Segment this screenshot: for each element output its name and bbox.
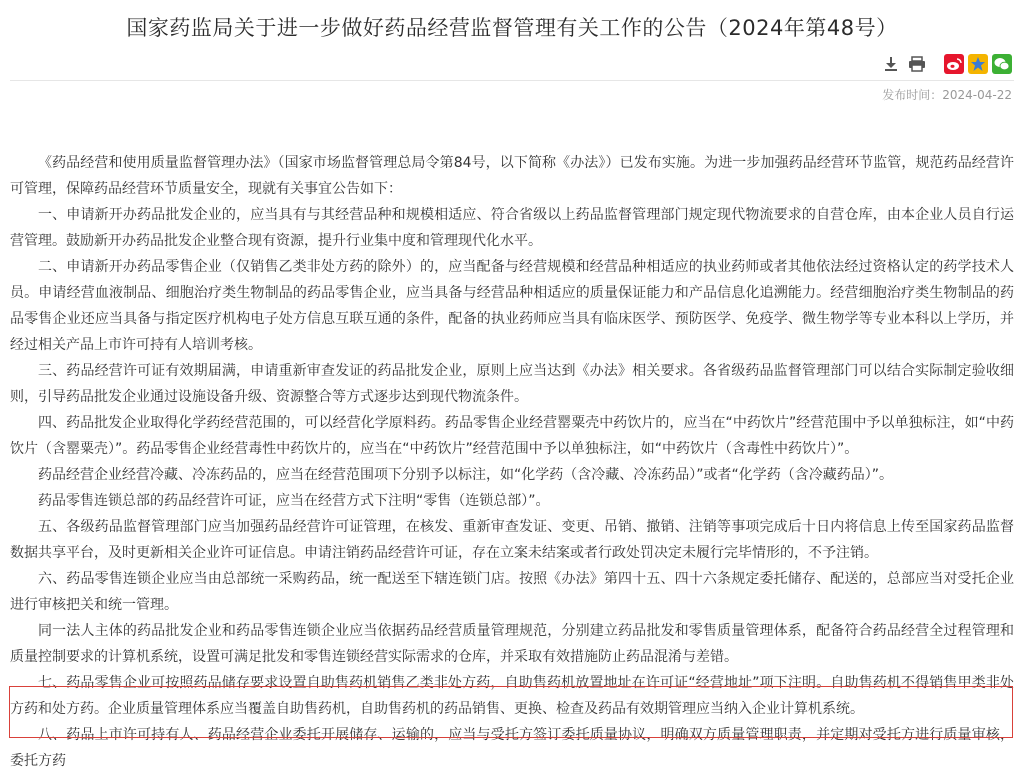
wechat-share-icon[interactable]: [992, 54, 1012, 74]
article-paragraph: 六、药品零售连锁企业应当由总部统一采购药品，统一配送至下辖连锁门店。按照《办法》第四十五、四十六条规定委托储存、配送的，总部应当对受托企业进行审核把关和统一管理。: [10, 571, 1014, 613]
download-icon[interactable]: [880, 53, 902, 75]
article-body: [10, 150, 1014, 769]
publish-date-value: 2024-04-22: [942, 88, 1012, 102]
article-paragraph: 药品经营企业经营冷藏、冷冻药品的，应当在经营范围项下分别予以标注，如“化学药（含冷藏、冷冻药品）”或者“化学药（含冷藏药品）”。: [38, 467, 894, 483]
article-paragraph: 药品零售连锁总部的药品经营许可证，应当在经营方式下注明“零售（连锁总部）”。: [38, 493, 550, 509]
article-paragraph: 四、药品批发企业取得化学药经营范围的，可以经营化学原料药。药品零售企业经营罂粟壳中药饮片的，应当在“中药饮片”经营范围中予以单独标注，如“中药饮片（含罂粟壳）”。药品零售企业经营毒性中药饮片的，应当在“中药饮片”经营范围中予以单独标注，如“中药饮片（含毒性中药饮片）”。: [10, 415, 1014, 457]
print-icon[interactable]: [906, 53, 928, 75]
article-paragraph: 一、申请新开办药品批发企业的，应当具有与其经营品种和规模相适应、符合省级以上药品监督管理部门规定现代物流要求的自营仓库，由本企业人员自行运营管理。鼓励新开办药品批发企业整合现有资源，提升行业集中度和管理现代化水平。: [10, 207, 1014, 249]
article-paragraph: 五、各级药品监督管理部门应当加强药品经营许可证管理，在核发、重新审查发证、变更、吊销、撤销、注销等事项完成后十日内将信息上传至国家药品监督数据共享平台，及时更新相关企业许可证信息。申请注销药品经营许可证，存在立案未结案或者行政处罚决定未履行完毕情形的，不予注销。: [10, 519, 1014, 561]
title-divider: [10, 80, 1014, 81]
article-paragraph: 二、申请新开办药品零售企业（仅销售乙类非处方药的除外）的，应当配备与经营规模和经营品种相适应的执业药师或者其他依法经过资格认定的药学技术人员。申请经营血液制品、细胞治疗类生物制品的药品零售企业，应当具备与经营品种相适应的质量保证能力和产品信息化追溯能力。经营细胞治疗类生物制品的药品零售企业还应当具备与指定医疗机构电子处方信息互联互通的条件，配备的执业药师应当具有临床医学、预防医学、免疫学、微生物学等专业本科以上学历，并经过相关产品上市许可持有人培训考核。: [10, 259, 1014, 353]
article-paragraph: 三、药品经营许可证有效期届满，申请重新审查发证的药品批发企业，原则上应当达到《办法》相关要求。各省级药品监督管理部门可以结合实际制定验收细则，引导药品批发企业通过设施设备升级、资源整合等方式逐步达到现代物流条件。: [10, 363, 1014, 405]
article-paragraph: 八、药品上市许可持有人、药品经营企业委托开展储存、运输的，应当与受托方签订委托质量协议，明确双方质量管理职责，并定期对受托方进行质量审核，委托方药: [10, 727, 1014, 769]
publish-date: [882, 86, 1012, 103]
publish-date-label: 发布时间：: [882, 88, 943, 102]
page-title: 国家药监局关于进一步做好药品经营监督管理有关工作的公告（2024年第48号）: [126, 16, 898, 40]
article-paragraph-highlighted: 七、药品零售企业可按照药品储存要求设置自助售药机销售乙类非处方药，自助售药机放置地址在许可证“经营地址”项下注明。自助售药机不得销售甲类非处方药和处方药。企业质量管理体系应当覆盖自助售药机，自助售药机的药品销售、更换、检查及药品有效期管理应当纳入企业计算机系统。: [10, 675, 1014, 717]
article-toolbar: [880, 52, 1012, 76]
weibo-share-icon[interactable]: [944, 54, 964, 74]
article-paragraph: 同一法人主体的药品批发企业和药品零售连锁企业应当依据药品经营质量管理规范，分别建立药品批发和零售质量管理体系，配备符合药品经营全过程管理和质量控制要求的计算机系统，设置可满足批发和零售连锁经营实际需求的仓库，并采取有效措施防止药品混淆与差错。: [10, 623, 1014, 665]
qzone-share-icon[interactable]: [968, 54, 988, 74]
article-paragraph: 《药品经营和使用质量监督管理办法》（国家市场监督管理总局令第84号，以下简称《办法》）已发布实施。为进一步加强药品经营环节监管，规范药品经营许可管理，保障药品经营环节质量安全，现就有关事宜公告如下：: [10, 155, 1014, 197]
